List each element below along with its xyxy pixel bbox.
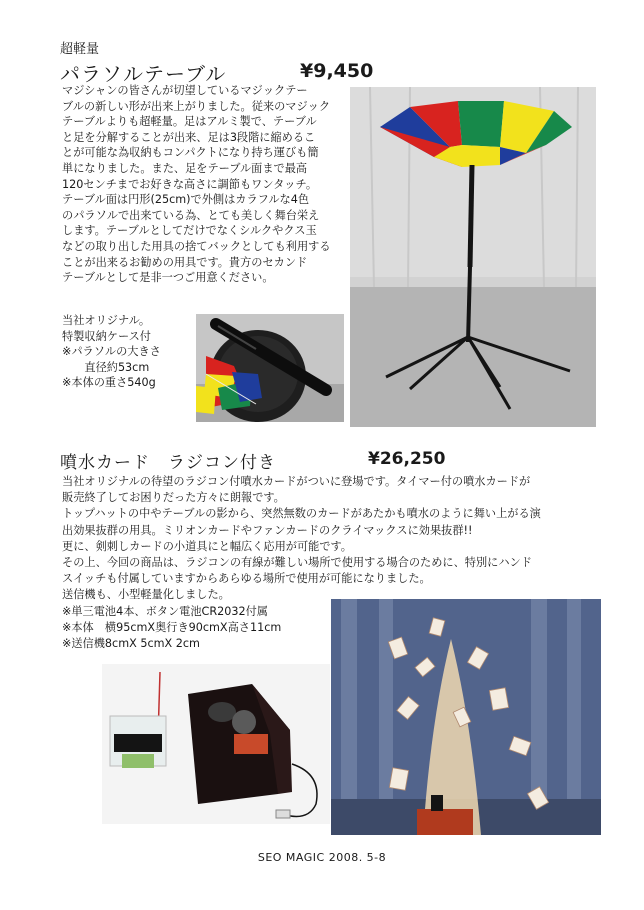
description-line: 出効果抜群の用具。ミリオンカードやファンカードのクライマックスに効果抜群!! [62,523,473,537]
description-line: スイッチも付属していますからあらゆる場所で使用が可能になりました。 [62,572,431,586]
description-line: とが可能な為収納もコンパクトになり持ち運びも簡 [62,146,319,160]
product2-price: ¥26,250 [368,449,446,469]
description-line: 送信機も、小型軽量化しました。 [62,588,230,602]
description-line: などの取り出した用具の捨てバックとしても利用する [62,239,331,253]
parasol-table-photo [350,87,596,427]
note-line: ※本体の重さ540g [62,376,156,390]
note-line: 直径約53cm [62,360,150,374]
footer-text: SEO MAGIC 2008. 5-8 [257,851,387,864]
description-line: テーブルとして是非一つご用意ください。 [62,271,274,285]
product1-subtitle: 超軽量 [60,42,100,57]
description-line: 当社オリジナルの待望のラジコン付噴水カードがついに登場です。タイマー付の噴水カードが [62,475,531,488]
description-line: トップハットの中やテーブルの影から、突然無数のカードがあたかも噴水のように舞い上がる演 [62,507,541,521]
description-line: と足を分解することが出来、足は3段階に縮めるこ [62,130,316,144]
description-line: ※本体 横95cmX奥行き90cmX高さ11cm [62,620,282,634]
fountain-card-device-photo [102,664,330,824]
description-line: 販売終了してお困りだった方々に朗報です。 [62,491,285,505]
product1-notes [62,313,202,391]
folded-parasol-table-photo [196,314,344,422]
description-line: のパラソルで出来ている為、とても美しく舞台栄え [62,208,320,222]
description-line: ことが出来るお勧めの用具です。貴方のセカンド [62,255,308,269]
note-line: 特製収納ケース付 [62,329,151,343]
description-line: 120センチまでお好きな高さに調節もワンタッチ。 [62,177,318,191]
description-line: します。テーブルとしてだけでなくシルクやクス玉 [62,224,317,238]
product1-price: ¥9,450 [300,60,374,82]
product2-title: 噴水カード ラジコン付き [60,453,276,473]
description-line: その上、今回の商品は、ラジコンの有線が難しい場所で使用する場合のために、特別にハンド [62,556,532,570]
product1-description [62,83,350,286]
description-line: テーブル面は円形(25cm)で外側はカラフルな4色 [62,193,310,207]
description-line: ※単三電池4本、ボタン電池CR2032付属 [62,604,268,618]
note-line: ※パラソルの大きさ [62,345,161,359]
description-line: ※送信機8cmX 5cmX 2cm [62,637,200,651]
description-line: 単になりました。また、足をテーブル面まで最高 [62,161,308,175]
description-line: マジシャンの皆さんが切望しているマジックテー [62,84,308,97]
fountain-card-performance-photo [331,599,601,835]
description-line: 更に、剣刺しカードの小道具にと幅広く応用が可能です。 [62,539,352,553]
product1-title: パラソルテーブル [60,62,227,86]
note-line: 当社オリジナル。 [62,314,151,327]
description-line: ブルの新しい形が出来上がりました。従来のマジック [62,99,331,113]
description-line: テーブルよりも超軽量。足はアルミ製で、テーブル [62,115,317,129]
